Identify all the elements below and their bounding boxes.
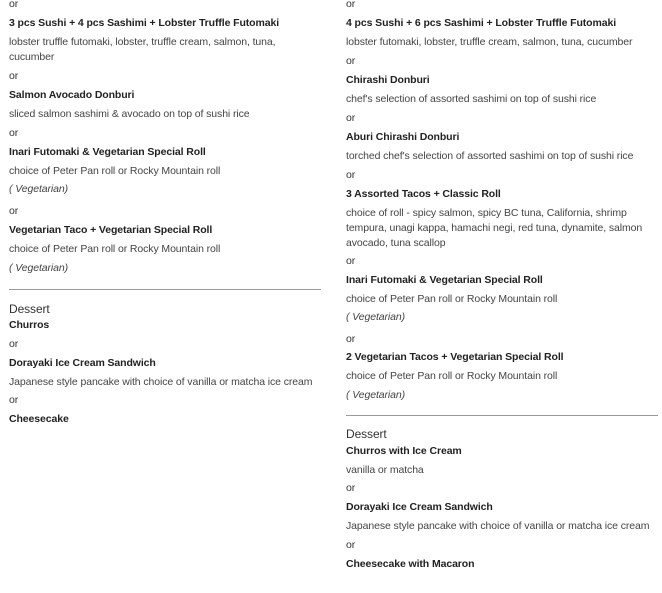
or-separator: or [346,539,356,551]
or-separator: or [346,333,356,345]
or-separator: or [346,0,356,10]
menu-item-title-churros: Churros [9,319,50,331]
or-separator: or [9,70,19,82]
menu-item-title-inari-futomaki-vegetarian-special-roll: Inari Futomaki & Vegetarian Special Roll [9,146,206,158]
or-separator: or [9,127,19,139]
section-divider [346,415,658,416]
or-separator: or [9,338,19,350]
menu-item-description: lobster truffle futomaki, lobster, truffle cream, salmon, tuna, cucumber [9,36,276,63]
menu-item-description: chef's selection of assorted sashimi on top of sushi rice [346,93,597,105]
or-separator: or [346,169,356,181]
menu-item-title-aburi-chirashi-donburi: Aburi Chirashi Donburi [346,131,460,143]
menu-item-description: choice of Peter Pan roll or Rocky Mountain roll [346,293,558,305]
menu-item-title-vegetarian-taco-vegetarian-special-roll: Vegetarian Taco + Vegetarian Special Roll [9,224,213,236]
menu-item-title-chirashi-donburi: Chirashi Donburi [346,74,430,86]
or-separator: or [346,482,356,494]
menu-item-title-inari-futomaki-vegetarian-special-roll: Inari Futomaki & Vegetarian Special Roll [346,274,543,286]
menu-item-description: torched chef's selection of assorted sashimi on top of sushi rice [346,150,634,162]
menu-item-title-dorayaki-ice-cream-sandwich: Dorayaki Ice Cream Sandwich [346,501,493,513]
menu-item-description: choice of Peter Pan roll or Rocky Mountain roll [346,370,558,382]
menu-item-title-3-assorted-tacos-classic-roll: 3 Assorted Tacos + Classic Roll [346,188,501,200]
or-separator: or [346,112,356,124]
or-separator: or [346,55,356,67]
menu-item-title-cheesecake: Cheesecake [9,413,69,425]
section-heading-dessert: Dessert [9,302,50,316]
or-separator: or [9,0,19,10]
menu-item-title-churros-with-ice-cream: Churros with Ice Cream [346,445,462,457]
vegetarian-label: ( Vegetarian) [9,183,69,195]
vegetarian-label: ( Vegetarian) [346,311,406,323]
menu-item-title-4-pcs-sushi-6-pcs-sashimi-lobster-truffle-futomaki: 4 pcs Sushi + 6 pcs Sashimi + Lobster Truffle Futomaki [346,17,617,29]
menu-item-description: Japanese style pancake with choice of vanilla or matcha ice cream [346,520,650,532]
section-heading-dessert: Dessert [346,427,387,441]
or-separator: or [9,205,19,217]
menu-item-description: choice of Peter Pan roll or Rocky Mountain roll [9,165,221,177]
menu-item-title-cheesecake-with-macaron: Cheesecake with Macaron [346,558,475,570]
menu-item-description: Japanese style pancake with choice of vanilla or matcha ice cream [9,376,313,388]
or-separator: or [9,394,19,406]
menu-item-description: choice of Peter Pan roll or Rocky Mountain roll [9,243,221,255]
vegetarian-label: ( Vegetarian) [346,389,406,401]
menu-item-description: choice of roll - spicy salmon, spicy BC tuna, California, shrimp tempura, unagi kappa, hamachi negi, red tuna, dynamite, salmon avocado, tuna scallop [346,207,643,249]
or-separator: or [346,255,356,267]
menu-column-left [9,0,321,427]
menu-item-description: vanilla or matcha [346,464,424,476]
menu-item-title-2-vegetarian-tacos-vegetarian-special-roll: 2 Vegetarian Tacos + Vegetarian Special Roll [346,351,564,363]
section-divider [9,289,321,290]
menu-item-title-salmon-avocado-donburi: Salmon Avocado Donburi [9,89,135,101]
vegetarian-label: ( Vegetarian) [9,262,69,274]
menu-column-right [346,0,658,572]
menu-item-description: lobster futomaki, lobster, truffle cream, salmon, tuna, cucumber [346,36,633,48]
menu-item-title-dorayaki-ice-cream-sandwich: Dorayaki Ice Cream Sandwich [9,357,156,369]
menu-item-title-3-pcs-sushi-4-pcs-sashimi-lobster-truffle-futomaki: 3 pcs Sushi + 4 pcs Sashimi + Lobster Truffle Futomaki [9,17,280,29]
menu-item-description: sliced salmon sashimi & avocado on top of sushi rice [9,108,250,120]
